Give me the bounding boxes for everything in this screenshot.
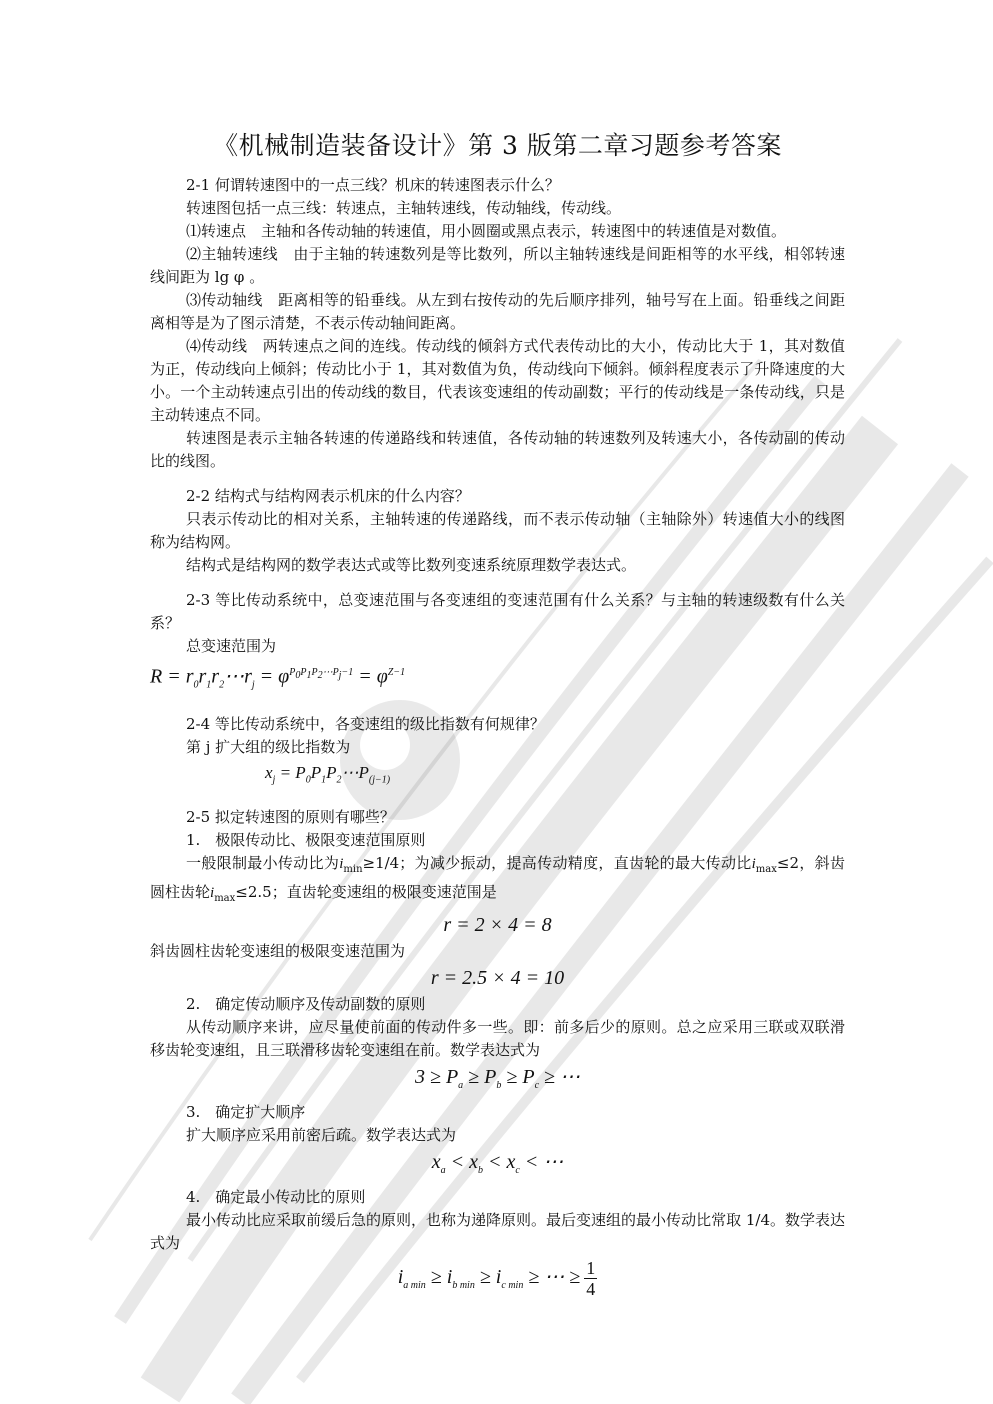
rule-2-text: 从传动顺序来讲，应尽量使前面的传动件多一些。即：前多后少的原则。总之应采用三联或双联滑移齿轮变速组，且三联滑移齿轮变速组在前。数学表达式为 bbox=[150, 1018, 845, 1060]
rule-1-text: 一般限制最小传动比为$i_{min}\ge 1/4$；为减少振动，提高传动精度，直齿轮的最大传动比$i_{max}\le 2$，斜齿圆柱齿轮$i_{max}\le 2.5$；直齿轮变速组的极限变速范围是 bbox=[150, 854, 845, 905]
question-2-1: 2-1 何谓转速图中的一点三线？机床的转速图表示什么？ bbox=[186, 176, 560, 194]
question-2-5: 2-5 拟定转速图的原则有哪些？ bbox=[186, 808, 395, 827]
answer-2-3-p1: 总变速范围为 bbox=[186, 637, 277, 655]
question-2-4: 2-4 等比传动系统中，各变速组的级比指数有何规律？ bbox=[186, 714, 545, 733]
rule-2-heading: 2. 确定传动顺序及传动副数的原则 bbox=[186, 995, 426, 1014]
answer-2-1-point-4: ⑷传动线 两转速点之间的连线。传动线的倾斜方式代表传动比的大小，传动比大于 1，其对数值为正，传动线向上倾斜；传动比小于 1，其对数值为负，传动线向下倾斜。倾斜程度表示了升降速度的大小。一个主动转速点引出的传动线的数目，代表该变速组的传动副数；平行的传动线是一条传动线，只是主动转速点不同。 bbox=[150, 337, 845, 424]
question-2-2: 2-2 结构式与结构网表示机床的什么内容？ bbox=[186, 487, 470, 505]
answer-2-2-p1: 只表示传动比的相对关系，主轴转速的传递路线，而不表示传动轴（主轴除外）转速值大小的线图称为结构网。 bbox=[150, 510, 845, 551]
rule-4-text: 最小传动比应采取前缓后急的原则，也称为递降原则。最后变速组的最小传动比常取 1/4。数学表达式为 bbox=[150, 1211, 845, 1253]
formula-spur-range: r = 2 × 4 = 8 bbox=[443, 914, 552, 937]
rule-3-text: 扩大顺序应采用前密后疏。数学表达式为 bbox=[186, 1126, 457, 1145]
rule-4-heading: 4. 确定最小传动比的原则 bbox=[186, 1188, 366, 1207]
formula-ratio-index: $x_j$ = $P_0P_1P_2\cdots P_{(j-1)}$ bbox=[265, 762, 391, 786]
formula-expansion-order: $x_a < x_b < x_c$ < ⋯ bbox=[431, 1151, 564, 1177]
formula-helical-range: r = 2.5 × 4 = 10 bbox=[430, 967, 565, 990]
answer-2-4-p1: 第 j 扩大组的级比指数为 bbox=[186, 737, 351, 756]
rule-1-heading: 1. 极限传动比、极限变速范围原则 bbox=[186, 831, 426, 850]
answer-2-1-intro: 转速图包括一点三线：转速点，主轴转速线，传动轴线，传动线。 bbox=[186, 199, 622, 217]
rule-3-heading: 3. 确定扩大顺序 bbox=[186, 1103, 306, 1122]
answer-2-1-summary: 转速图是表示主轴各转速的传递路线和转速值，各传动轴的转速数列及转速大小，各传动副的传动比的线图。 bbox=[150, 429, 845, 470]
rule-1-helical-text: 斜齿圆柱齿轮变速组的极限变速范围为 bbox=[150, 942, 406, 961]
answer-2-1-point-3: ⑶传动轴线 距离相等的铅垂线。从左到右按传动的先后顺序排列，轴号写在上面。铅垂线之间距离相等是为了图示清楚，不表示传动轴间距离。 bbox=[150, 291, 845, 332]
formula-min-ratio: $i_{a min} \ge i_{b min} \ge i_{c min}$ ≥ ⋯ ≥ $\frac{1}{4}$ bbox=[397, 1257, 596, 1299]
answer-2-2-p2: 结构式是结构网的数学表达式或等比数列变速系统原理数学表达式。 bbox=[186, 556, 637, 574]
formula-total-range: $R = r_0r_1r_2\cdots r_j = \varphi^{P_0P_1P_2\cdots P_j-1} = \varphi^{Z-1}$ bbox=[150, 665, 406, 691]
answer-2-1-point-1: ⑴转速点 主轴和各传动轴的转速值，用小圆圈或黑点表示，转速图中的转速值是对数值。 bbox=[186, 222, 787, 240]
answer-2-1-point-2: ⑵主轴转速线 由于主轴的转速数列是等比数列，所以主轴转速线是间距相等的水平线，相邻转速线间距为 lg φ 。 bbox=[150, 245, 845, 286]
question-2-3: 2-3 等比传动系统中，总变速范围与各变速组的变速范围有什么关系？与主轴的转速级数有什么关系？ bbox=[150, 591, 845, 632]
formula-pairs-order: $3 \ge P_a \ge P_b \ge P_c$ ≥ ⋯ bbox=[414, 1066, 581, 1092]
document-body bbox=[150, 128, 845, 1308]
page-title: 《机械制造装备设计》第 3 版第二章习题参考答案 bbox=[213, 131, 782, 160]
